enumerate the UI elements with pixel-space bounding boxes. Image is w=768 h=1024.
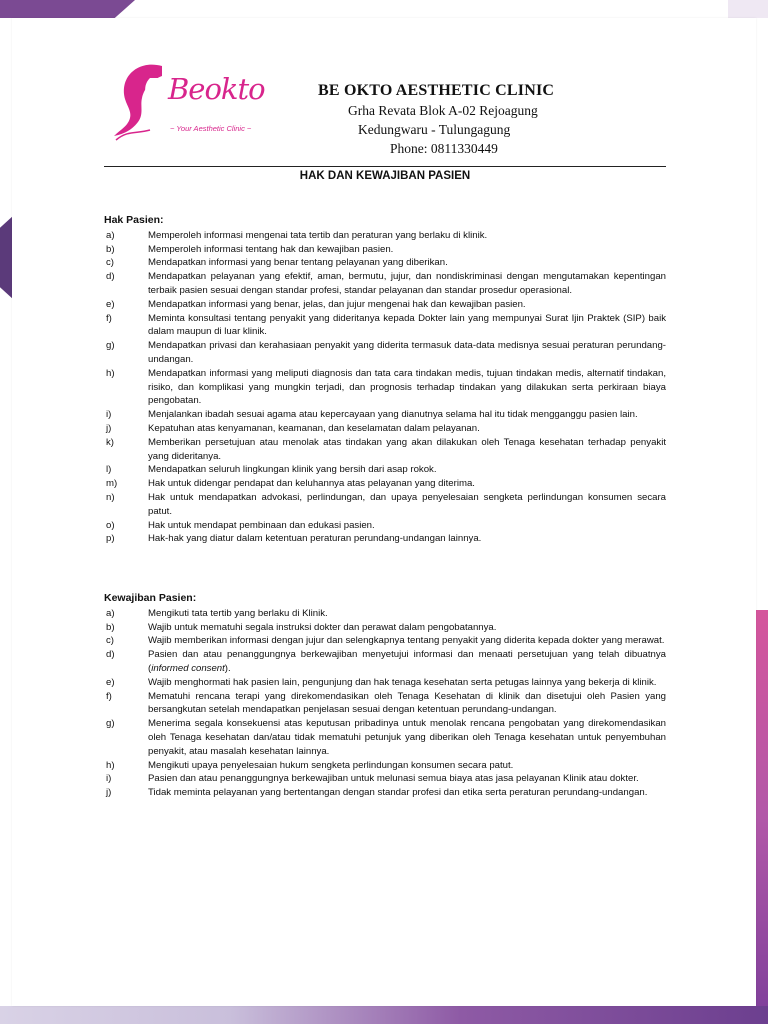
list-item [104, 312, 666, 340]
list-item-text: Memperoleh informasi tentang hak dan kewajiban pasien. [148, 243, 394, 255]
list-item-text: Mendapatkan pelayanan yang efektif, aman, bermutu, jujur, dan nondiskriminasi dengan mengutamakan kepentingan terbaik pasien sesuai dengan standar profesi, standar pelayanan dan standar prosedur operasional. [148, 271, 666, 296]
list-item [104, 690, 666, 718]
document-title: HAK DAN KEWAJIBAN PASIEN [299, 170, 471, 182]
list-item-label: c) [106, 257, 114, 269]
list-item [104, 422, 666, 436]
list-item-label: c) [106, 635, 114, 647]
list-item-label: d) [106, 649, 115, 661]
list-item-label: f) [106, 690, 112, 702]
list-item-label: g) [106, 718, 115, 730]
list-item-label: a) [106, 229, 115, 241]
obligations-heading: Kewajiban Pasien: [104, 592, 197, 604]
list-item-label: a) [106, 607, 115, 619]
list-item-text: Hak untuk mendapat pembinaan dan edukasi pasien. [148, 519, 375, 531]
corner-decoration-top-right [728, 0, 768, 18]
list-item-text: Memberikan persetujuan atau menolak atas tindakan yang akan dilakukan oleh Tenaga kesehatan terhadap penyakit yang dideritanya. [148, 436, 666, 462]
list-item-label: b) [106, 621, 115, 633]
list-item [104, 648, 666, 676]
list-item-text: Menjalankan ibadah sesuai agama atau kepercayaan yang dianutnya selama hal itu tidak mengganggu pasien lain. [148, 409, 638, 421]
list-item-label: i) [106, 409, 112, 421]
list-item [104, 367, 666, 408]
list-item-label: m) [106, 478, 118, 490]
list-item [104, 463, 666, 477]
address-line-2: Kedungwaru - Tulungagung [358, 122, 511, 137]
list-item [104, 243, 666, 257]
list-item [104, 607, 666, 621]
list-item-label: h) [106, 367, 115, 379]
list-item [104, 676, 666, 690]
edge-decoration-bottom [0, 1006, 768, 1024]
list-item-label: d) [106, 271, 115, 283]
list-item [104, 634, 666, 648]
list-item [104, 298, 666, 312]
edge-decoration-right [756, 610, 768, 1024]
list-item-text: Mendapatkan seluruh lingkungan klinik yang bersih dari asap rokok. [148, 464, 437, 476]
list-item [104, 270, 666, 298]
clinic-name: BE OKTO AESTHETIC CLINIC [318, 82, 555, 99]
list-item-text: Kepatuhan atas kenyamanan, keamanan, dan keselamatan dalam pelayanan. [148, 422, 480, 434]
list-item-label: e) [106, 676, 115, 688]
header-divider [104, 166, 666, 167]
rights-heading: Hak Pasien: [104, 214, 164, 226]
list-item-text: Mematuhi rencana terapi yang direkomendasikan oleh Tenaga Kesehatan di klinik dan disetujui oleh Pasien yang bersangkutan setelah mendapatkan penjelasan sesuai dengan ketentuan perundang-undangan. [148, 690, 666, 716]
list-item-text: Menerima segala konsekuensi atas keputusan pribadinya untuk menolak rencana pengobatan yang direkomendasikan oleh Tenaga kesehatan dan/atau tidak mematuhi petunjuk yang diberikan oleh Tenaga kesehatan untuk penyembuhan penyakit, atau masalah kesehatan lainnya. [148, 718, 666, 757]
list-item-label: p) [106, 533, 115, 545]
list-item-label: h) [106, 759, 115, 771]
list-item-text: Wajib memberikan informasi dengan jujur dan selengkapnya tentang penyakit yang diderita kepada dokter yang merawat. [148, 635, 665, 647]
phone-number: Phone: 0811330449 [390, 141, 498, 156]
list-item-text: Memperoleh informasi mengenai tata tertib dan peraturan yang berlaku di klinik. [148, 229, 488, 241]
list-item-text: Pasien dan atau penanggungnya berkewajiban menyetujui informasi dan menaati persetujuan yang telah dibuatnya (informed consent). [148, 649, 666, 674]
list-item-label: o) [106, 519, 115, 531]
list-item-text: Hak untuk mendapatkan advokasi, perlindungan, dan upaya penyelesaian sengketa perlindungan konsumen secara patut. [148, 491, 666, 517]
list-item-label: j) [106, 422, 112, 434]
list-item-text: Tidak meminta pelayanan yang bertentangan dengan standar profesi dan etika serta peraturan perundang-undangan. [148, 787, 648, 799]
list-item [104, 786, 666, 800]
rights-list [104, 229, 666, 546]
corner-decoration-top-left [0, 0, 135, 18]
list-item-text: Mengikuti tata tertib yang berlaku di Klinik. [148, 607, 328, 619]
woman-silhouette-icon [110, 60, 172, 144]
list-item-label: k) [106, 436, 114, 448]
list-item-text: Hak untuk didengar pendapat dan keluhannya atas pelayanan yang diterima. [148, 478, 475, 490]
list-item [104, 436, 666, 464]
list-item [104, 532, 666, 546]
rights-section [104, 214, 666, 546]
obligations-list [104, 607, 666, 800]
list-item [104, 621, 666, 635]
list-item-text: Mengikuti upaya penyelesaian hukum sengketa perlindungan konsumen secara patut. [148, 759, 514, 771]
list-item-label: l) [106, 464, 112, 476]
clinic-info [318, 82, 618, 157]
logo-wordmark: Beokto [168, 72, 265, 106]
list-item-text: Mendapatkan privasi dan kerahasiaan penyakit yang diderita termasuk data-data medisnya sesuai peraturan perundang-undangan. [148, 340, 666, 365]
list-item [104, 408, 666, 422]
list-item [104, 491, 666, 519]
address-line-1: Grha Revata Blok A-02 Rejoagung [348, 103, 538, 118]
list-item-text: Mendapatkan informasi yang meliputi diagnosis dan tata cara tindakan medis, tujuan tindakan medis, alternatif tindakan, risiko, dan komplikasi yang mungkin terjadi, dan prognosis terhadap tindakan yang dilakukan serta perkiraan biaya pengobatan. [148, 367, 666, 407]
list-item [104, 229, 666, 243]
list-item-label: i) [106, 773, 112, 785]
list-item-text: Pasien dan atau penanggungnya berkewajiban untuk melunasi semua biaya atas jasa pelayanan Klinik atau dokter. [148, 773, 639, 785]
list-item [104, 339, 666, 367]
list-item-label: f) [106, 312, 112, 324]
list-item-text: Hak-hak yang diatur dalam ketentuan peraturan perundang-undangan lainnya. [148, 533, 482, 545]
list-item-text: Meminta konsultasi tentang penyakit yang dideritanya kepada Dokter lain yang mempunyai Surat Ijin Praktek (SIP) baik dalam maupun di luar klinik. [148, 312, 666, 338]
list-item-label: n) [106, 491, 115, 503]
logo-tagline: ~ Your Aesthetic Clinic ~ [170, 124, 252, 133]
list-item-text: Mendapatkan informasi yang benar, jelas, dan jujur mengenai hak dan kewajiban pasien. [148, 298, 526, 310]
list-item-label: j) [106, 787, 112, 799]
list-item-label: b) [106, 243, 115, 255]
list-item-text: Mendapatkan informasi yang benar tentang pelayanan yang diberikan. [148, 257, 448, 269]
list-item-text: Wajib menghormati hak pasien lain, pengunjung dan hak tenaga kesehatan serta petugas lainnya yang bekerja di klinik. [148, 676, 657, 688]
list-item [104, 717, 666, 758]
list-item-text: Wajib untuk mematuhi segala instruksi dokter dan perawat dalam pengobatannya. [148, 621, 497, 633]
informed-consent-term: informed consent [151, 662, 225, 674]
list-item-label: g) [106, 340, 115, 352]
obligations-section [104, 592, 666, 800]
list-item-label: e) [106, 298, 115, 310]
list-item [104, 477, 666, 491]
clinic-logo [110, 58, 280, 148]
list-item [104, 519, 666, 533]
list-item [104, 256, 666, 270]
list-item [104, 772, 666, 786]
list-item [104, 759, 666, 773]
